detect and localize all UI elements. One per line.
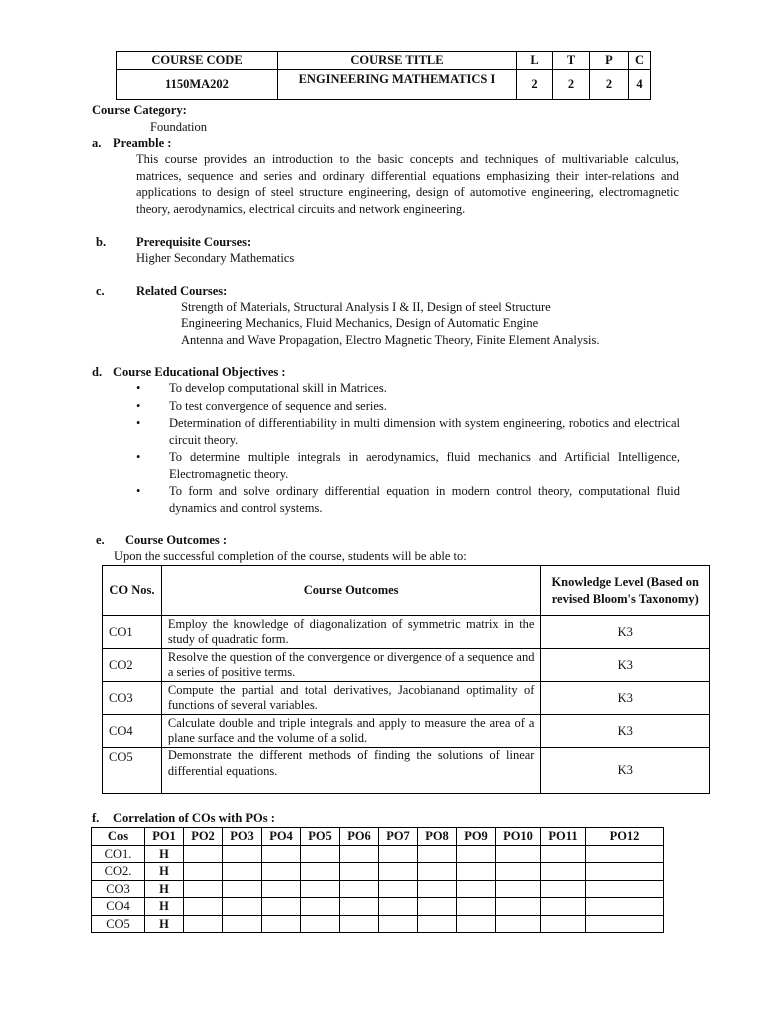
correlation-cell <box>301 898 340 916</box>
co-number: CO1 <box>103 616 162 649</box>
co-number: CO4 <box>103 715 162 748</box>
table-row <box>92 880 664 898</box>
table-row <box>92 863 664 881</box>
co-description: Calculate double and triple integrals and apply to measure the area of a plane surface and the volume of a solid. <box>161 715 541 748</box>
correlation-cell <box>379 880 418 898</box>
correlation-cell <box>418 863 457 881</box>
related-line: Antenna and Wave Propagation, Electro Magnetic Theory, Finite Element Analysis. <box>181 333 600 347</box>
correlation-cell <box>586 863 664 881</box>
related-line: Strength of Materials, Structural Analysis I & II, Design of steel Structure <box>181 300 551 314</box>
course-outcome-header: Course Outcomes <box>161 566 541 616</box>
outcomes-heading: Course Outcomes : <box>125 533 228 547</box>
correlation-cell <box>379 863 418 881</box>
objectives-heading: Course Educational Objectives : <box>113 365 286 379</box>
correlation-cell <box>223 863 262 881</box>
correlation-cell <box>223 845 262 863</box>
bullet-icon: • <box>136 450 141 464</box>
bullet-icon: • <box>136 416 141 430</box>
correlation-cell: H <box>145 915 184 933</box>
related-letter: c. <box>96 284 105 298</box>
course-code-value: 1150MA202 <box>117 70 278 100</box>
correlation-cell <box>262 845 301 863</box>
correlation-cell <box>340 898 379 916</box>
prerequisite-heading: Prerequisite Courses: <box>136 235 252 249</box>
correlation-cell <box>457 880 496 898</box>
correlation-cell <box>418 898 457 916</box>
course-code-header: COURSE CODE <box>117 52 278 70</box>
co-row-label: CO4 <box>92 898 145 916</box>
correlation-cell <box>496 845 541 863</box>
knowledge-level: K3 <box>541 682 710 715</box>
correlation-cell <box>301 845 340 863</box>
correlation-cell <box>541 845 586 863</box>
knowledge-level: K3 <box>541 616 710 649</box>
correlation-cell <box>223 898 262 916</box>
correlation-cell <box>223 880 262 898</box>
preamble-text: This course provides an introduction to the basic concepts and techniques of multivariable calculus, matrices, sequence and series and ordinary differential equations emphasizing their inter-relations and applications to design of steel structure engineering, design of automotive engineering, electromagnetic theory, aerodynamics, electrical circuits and network engineering. <box>136 152 679 216</box>
bullet-icon: • <box>136 484 141 498</box>
correlation-cell <box>301 915 340 933</box>
table-row <box>103 682 710 715</box>
correlation-cell <box>457 898 496 916</box>
correlation-cell <box>496 898 541 916</box>
table-row <box>103 616 710 649</box>
tutorial-value: 2 <box>553 70 590 100</box>
list-item: • To determine multiple integrals in aerodynamics, fluid mechanics and Artificial Intelligence, Electromagnetic theory. <box>136 450 680 481</box>
outcomes-intro: Upon the successful completion of the course, students will be able to: <box>114 549 467 563</box>
correlation-cell <box>184 898 223 916</box>
co-description: Employ the knowledge of diagonalization of symmetric matrix in the study of quadratic form. <box>161 616 541 649</box>
lecture-header: L <box>517 52 553 70</box>
correlation-cell <box>418 915 457 933</box>
co-po-correlation-table <box>91 827 664 933</box>
correlation-cell <box>457 915 496 933</box>
co-number: CO2 <box>103 649 162 682</box>
correlation-cell <box>496 915 541 933</box>
knowledge-level-header: Knowledge Level (Based on revised Bloom's Taxonomy) <box>541 566 710 616</box>
prerequisite-text: Higher Secondary Mathematics <box>136 251 295 265</box>
correlation-cell <box>340 845 379 863</box>
correlation-cell <box>496 863 541 881</box>
bullet-icon: • <box>136 381 141 395</box>
list-item: • To form and solve ordinary differential equation in modern control theory, computational fluid dynamics and control systems. <box>136 484 680 515</box>
correlation-cell <box>379 898 418 916</box>
table-row <box>103 649 710 682</box>
column-header: Cos <box>92 828 145 846</box>
correlation-cell <box>262 898 301 916</box>
preamble-letter: a. <box>92 136 102 150</box>
list-item: • Determination of differentiability in multi dimension with system engineering, robotics and electrical circuit theory. <box>136 416 680 447</box>
correlation-cell <box>418 845 457 863</box>
co-row-label: CO3 <box>92 880 145 898</box>
correlation-cell: H <box>145 863 184 881</box>
column-header: PO11 <box>541 828 586 846</box>
correlation-cell <box>496 880 541 898</box>
table-row <box>92 915 664 933</box>
correlation-letter: f. <box>92 811 100 825</box>
related-line: Engineering Mechanics, Fluid Mechanics, Design of Automatic Engine <box>181 316 539 330</box>
column-header: PO1 <box>145 828 184 846</box>
table-header-row <box>92 828 664 846</box>
preamble-heading: Preamble : <box>113 136 172 150</box>
column-header: PO9 <box>457 828 496 846</box>
table-row <box>92 898 664 916</box>
column-header: PO7 <box>379 828 418 846</box>
category-label: Course Category: <box>92 103 187 117</box>
objectives-letter: d. <box>92 365 103 379</box>
correlation-cell <box>262 863 301 881</box>
column-header: PO10 <box>496 828 541 846</box>
correlation-cell <box>262 880 301 898</box>
related-heading: Related Courses: <box>136 284 228 298</box>
objectives-list <box>136 380 680 517</box>
correlation-cell: H <box>145 880 184 898</box>
correlation-cell <box>586 898 664 916</box>
knowledge-level: K3 <box>541 748 710 794</box>
correlation-cell <box>262 915 301 933</box>
column-header: PO12 <box>586 828 664 846</box>
correlation-cell <box>541 915 586 933</box>
credits-value: 4 <box>629 70 651 100</box>
correlation-cell <box>340 915 379 933</box>
correlation-cell: H <box>145 898 184 916</box>
prerequisite-letter: b. <box>96 235 107 249</box>
co-row-label: CO1. <box>92 845 145 863</box>
co-description: Compute the partial and total derivatives, Jacobianand optimality of functions of several variables. <box>161 682 541 715</box>
correlation-cell <box>586 915 664 933</box>
column-header: PO6 <box>340 828 379 846</box>
correlation-heading: Correlation of COs with POs : <box>113 811 275 825</box>
correlation-cell <box>541 863 586 881</box>
table-row <box>103 715 710 748</box>
correlation-cell <box>184 845 223 863</box>
bullet-icon: • <box>136 398 141 413</box>
column-header: PO8 <box>418 828 457 846</box>
correlation-cell <box>457 863 496 881</box>
practical-value: 2 <box>590 70 629 100</box>
course-outcomes-table <box>102 565 710 794</box>
correlation-cell <box>184 880 223 898</box>
co-number-header: CO Nos. <box>103 566 162 616</box>
column-header: PO4 <box>262 828 301 846</box>
column-header: PO2 <box>184 828 223 846</box>
co-row-label: CO2. <box>92 863 145 881</box>
course-title-value: ENGINEERING MATHEMATICS I <box>278 70 517 100</box>
correlation-cell <box>379 915 418 933</box>
credits-header: C <box>629 52 651 70</box>
correlation-cell <box>301 880 340 898</box>
practical-header: P <box>590 52 629 70</box>
co-description: Resolve the question of the convergence or divergence of a sequence and a series of positive terms. <box>161 649 541 682</box>
table-row <box>92 845 664 863</box>
category-value: Foundation <box>150 120 207 134</box>
list-item: • To develop computational skill in Matrices. <box>136 381 387 395</box>
co-description: Demonstrate the different methods of finding the solutions of linear differential equations. <box>161 748 541 794</box>
correlation-cell <box>457 845 496 863</box>
correlation-cell <box>541 898 586 916</box>
knowledge-level: K3 <box>541 649 710 682</box>
correlation-cell <box>301 863 340 881</box>
correlation-cell <box>586 845 664 863</box>
correlation-cell <box>541 880 586 898</box>
knowledge-level: K3 <box>541 715 710 748</box>
co-number: CO5 <box>103 748 162 794</box>
correlation-cell <box>418 880 457 898</box>
correlation-cell <box>184 863 223 881</box>
correlation-cell <box>586 880 664 898</box>
lecture-value: 2 <box>517 70 553 100</box>
correlation-cell <box>379 845 418 863</box>
correlation-cell <box>340 880 379 898</box>
outcomes-letter: e. <box>96 533 105 547</box>
correlation-cell: H <box>145 845 184 863</box>
correlation-cell <box>184 915 223 933</box>
list-item: • To test convergence of sequence and series. <box>136 398 387 413</box>
column-header: PO3 <box>223 828 262 846</box>
correlation-cell <box>340 863 379 881</box>
course-info-table <box>116 51 651 100</box>
correlation-cell <box>223 915 262 933</box>
table-row <box>103 748 710 794</box>
tutorial-header: T <box>553 52 590 70</box>
co-row-label: CO5 <box>92 915 145 933</box>
co-number: CO3 <box>103 682 162 715</box>
column-header: PO5 <box>301 828 340 846</box>
course-title-header: COURSE TITLE <box>278 52 517 70</box>
